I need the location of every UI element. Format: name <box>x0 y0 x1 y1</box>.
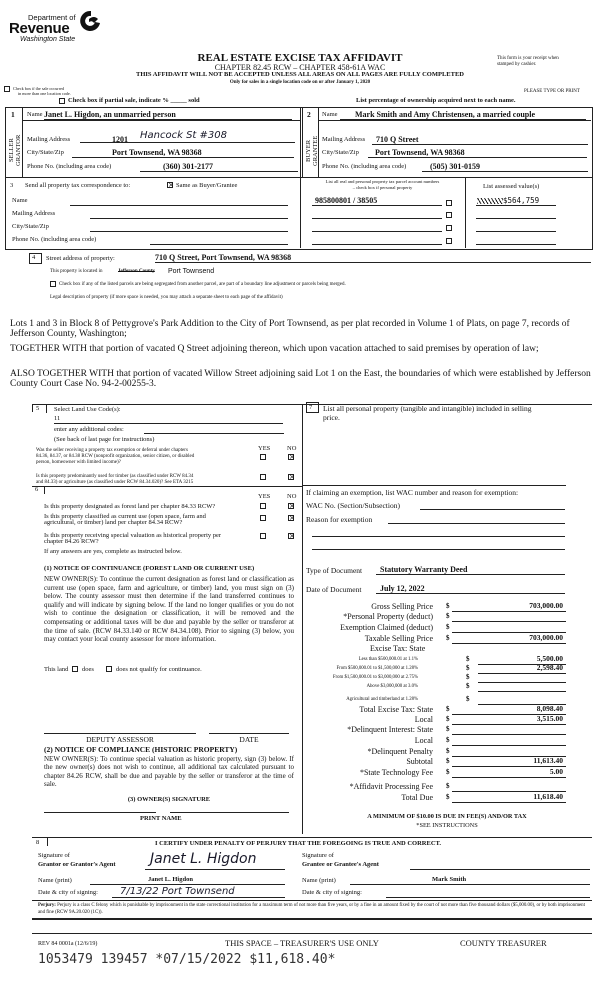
q-exemption: 84.36, 84.37, or 84.38 RCW (nonprofit organization, senior citizen, or disabled <box>36 454 195 459</box>
corr-mailing-label: Mailing Address <box>12 210 56 217</box>
corr-phone-field[interactable] <box>150 244 288 245</box>
dollar-sign: $ <box>466 655 470 663</box>
logo-mark-icon <box>80 9 102 33</box>
tax-row-label: Total Excise Tax: State <box>359 705 433 714</box>
grantee-date-city-field[interactable] <box>386 897 590 898</box>
personal-property-checkbox[interactable] <box>446 212 452 218</box>
tax-row-value: 5.00 <box>549 767 563 776</box>
deputy-date-label: DATE <box>239 735 259 744</box>
grantor-date-city[interactable]: 7/13/22 Port Townsend <box>112 887 285 898</box>
if-yes-note: If any answers are yes, complete as instructed below. <box>44 548 182 555</box>
only-for-line: Only for sales in a single location code on or after January 1, 2020 <box>229 80 371 85</box>
seller-phone[interactable]: (360) 301-2177 <box>140 163 298 172</box>
tax-row-label: *State Technology Fee <box>359 768 433 777</box>
tax-row-field[interactable] <box>452 745 566 746</box>
dollar-sign: $ <box>446 725 450 733</box>
grantee-signature-label: Signature of <box>302 852 334 859</box>
section-number: 2 <box>307 110 311 119</box>
seller-name-label: Name <box>27 111 43 118</box>
perjury-label: Perjury: <box>38 903 56 908</box>
q-exemption-yes[interactable] <box>260 454 266 460</box>
parcel-number[interactable]: 985800801 / 38505 <box>312 197 442 206</box>
corr-phone-label: Phone No. (including area code) <box>12 236 97 243</box>
reason-label: Reason for exemption <box>306 515 373 524</box>
segregated-label: Check box if any of the listed parcels are being segregated from another parcel, are part of a boundary line adjustment or parcels being merged. <box>59 282 346 287</box>
notice-continuance-title: (1) NOTICE OF CONTINUANCE (FOREST LAND OR CURRENT USE) <box>44 565 255 572</box>
assessed-header: List assessed value(s) <box>483 183 540 190</box>
tax-row <box>300 715 600 725</box>
section-number: 5 <box>36 405 40 412</box>
dollar-sign: $ <box>446 747 450 755</box>
no-header: NO <box>287 493 297 500</box>
please-type-note: PLEASE TYPE OR PRINT <box>524 89 580 94</box>
q-forest-no[interactable] <box>288 503 294 509</box>
tax-row-value: 11,613.40 <box>533 756 563 765</box>
grantee-name-print[interactable]: Mark Smith <box>350 877 590 885</box>
deputy-assessor-label: DEPUTY ASSESSOR <box>86 735 154 744</box>
tax-row-label: Exemption Claimed (deduct) <box>340 623 433 632</box>
buyer-phone[interactable]: (505) 301-0159 <box>422 163 588 172</box>
tax-row-value: 703,000.00 <box>529 633 563 642</box>
tax-row-field[interactable] <box>452 621 566 622</box>
wac-field[interactable] <box>420 509 565 510</box>
multi-location-checkbox[interactable] <box>4 86 10 92</box>
grantee-name-print-label: Name (print) <box>302 877 336 884</box>
buyer-name-label: Name <box>322 111 338 118</box>
minimum-note: A MINIMUM OF $10.00 IS DUE IN FEE(S) AND/OR TAX <box>367 813 527 820</box>
form-id: REV 84 0001a (12/6/19) <box>38 941 98 947</box>
warning-line: THIS AFFIDAVIT WILL NOT BE ACCEPTED UNLESS ALL AREAS ON ALL PAGES ARE FULLY COMPLETED <box>136 71 464 78</box>
additional-codes-field[interactable] <box>144 433 284 434</box>
partial-sale-checkbox[interactable] <box>59 98 65 104</box>
deputy-signature-line[interactable] <box>44 733 196 734</box>
seller-city[interactable]: Port Townsend, WA 98368 <box>72 149 294 158</box>
owner-signature-label: (3) OWNER(S) SIGNATURE <box>127 796 211 803</box>
personal-property-checkbox[interactable] <box>446 238 452 244</box>
deputy-date-line[interactable] <box>209 733 289 734</box>
reason-field[interactable] <box>388 523 565 524</box>
buyer-side-label: BUYER GRANTEE <box>305 135 319 166</box>
legal-description-p3: ALSO TOGETHER WITH that portion of vacated Willow Street adjoining said Lot 1 on the East, the boundaries of which were established by Jefferson County Court Case No. 94-2-00255-3. <box>10 369 591 389</box>
logo-line2: Revenue <box>9 20 70 37</box>
doc-date-label: Date of Document <box>306 585 362 594</box>
tax-row-label: *Affidavit Processing Fee <box>349 782 433 791</box>
tax-row <box>300 682 600 692</box>
grantor-signature-label: Grantor or Grantor's Agent <box>38 861 116 868</box>
section-number: 6 <box>35 486 39 493</box>
legal-description-p1: Lots 1 and 3 in Block 8 of Pettygrove's Park Addition to the City of Port Townsend, as per plat recorded in Volume 1 of Plats, on page 7, records of Jefferson County, Washington; <box>10 319 570 339</box>
tax-row-field[interactable] <box>452 643 566 644</box>
does-qualify-checkbox[interactable] <box>72 666 78 672</box>
street-address-label: Street address of property: <box>46 255 115 262</box>
additional-codes-label: enter any additional codes: <box>54 426 124 433</box>
tax-row-label: Total Due <box>401 793 433 802</box>
tax-row-label: Agricultural and timberland at 1.28% <box>346 697 418 702</box>
tax-row-label: *Personal Property (deduct) <box>343 612 433 621</box>
q-timber-no[interactable] <box>288 474 294 480</box>
corr-city-label: City/State/Zip <box>12 223 49 230</box>
q-timber: and 84.33) or agriculture (as classified under RCW 84.34.020)? See ETA 3215 <box>36 480 194 485</box>
tax-row <box>300 782 600 792</box>
personal-property-checkbox[interactable] <box>446 200 452 206</box>
dollar-sign: $ <box>466 673 470 681</box>
buyer-name[interactable]: Mark Smith and Amy Christensen, a married couple <box>340 111 586 120</box>
dollar-sign: $ <box>446 757 450 765</box>
tax-row-value: 8,098.40 <box>536 704 563 713</box>
multi-location-label: in more than one location code. <box>18 91 71 96</box>
q-current-use: Is this property classified as current use (open space, farm and <box>44 513 206 520</box>
dollar-sign: $ <box>446 736 450 744</box>
tax-row-label: Above $3,000,000 at 3.0% <box>366 684 418 689</box>
q-timber: Is this property predominantly used for timber (as classified under RCW 84.34 <box>36 474 194 479</box>
street-address[interactable]: 710 Q Street, Port Townsend, WA 98368 <box>155 254 591 263</box>
legal-description-p2: TOGETHER WITH that portion of vacated Q Street adjoining thereon, which upon vacation attached to said premises by operation of law; <box>10 344 539 354</box>
grantee-signature-label: Grantee or Grantee's Agent <box>302 861 379 868</box>
owner-signature-line[interactable] <box>44 812 156 813</box>
parties-box <box>5 107 593 250</box>
personal-property-checkbox[interactable] <box>446 225 452 231</box>
q-timber-yes[interactable] <box>260 474 266 480</box>
grantee-date-city-label: Date & city of signing: <box>302 889 362 896</box>
cashier-stamp: 1053479 139457 *07/15/2022 $11,618.40* <box>38 952 336 967</box>
buyer-phone-label: Phone No. (including area code) <box>322 163 407 170</box>
dollar-sign: $ <box>446 634 450 642</box>
q-current-use-no[interactable] <box>288 515 294 521</box>
seller-city-label: City/State/Zip <box>27 149 64 156</box>
notice-continuance-body: NEW OWNER(S): To continue the current designation as forest land or classification as current use (open space, farm and agriculture, or timber) land, you must sign on (3) below. The county assessor must then determine if the land transferred continues to qualify and will indicate by signing below. If the land no longer qualifies or you do not wish to continue the designation or classification, it will be removed and the compensating or additional taxes will be due and payable by the seller or transferor at the time of sale. (RCW 84.33.140 or RCW 84.34.108). Prior to signing (3) below, you may contact your local county assessor for more information. <box>44 575 294 644</box>
yes-header: YES <box>258 445 271 452</box>
same-as-buyer-label: Same as Buyer/Grantee <box>176 182 238 189</box>
grantor-signature-line[interactable] <box>145 869 285 870</box>
grantee-signature-line[interactable] <box>410 869 590 870</box>
dollar-sign: $ <box>446 602 450 610</box>
segregated-checkbox[interactable] <box>50 281 56 287</box>
notice-compliance-body: NEW OWNER(S): To continue special valuation as historic property, sign (3) below. If the new owner(s) does not wish to continue, all additional tax calculated pursuant to chapter 84.26 RCW, shall be due and payable by the seller or transferor at the time of sale. <box>44 755 294 788</box>
receipt-note: This form is your receipt when <box>497 56 559 61</box>
tax-row-field[interactable] <box>452 802 566 803</box>
dollar-sign: $ <box>466 664 470 672</box>
same-as-buyer-checkbox[interactable] <box>167 182 173 188</box>
buyer-mailing-label: Mailing Address <box>322 136 366 143</box>
see-instructions-note: *SEE INSTRUCTIONS <box>416 822 478 829</box>
corr-city-field[interactable] <box>90 231 288 232</box>
tax-row-value: 5,500.00 <box>536 654 563 663</box>
tax-row-label: From $1,500,000.01 to $3,000,000 at 2.75% <box>332 675 418 680</box>
perjury-notice <box>38 903 590 916</box>
tax-row-field[interactable] <box>452 734 566 735</box>
section-number: 4 <box>32 254 36 261</box>
tax-row-label: *Delinquent Penalty <box>367 747 433 756</box>
tax-row-value: 703,000.00 <box>529 601 563 610</box>
dollar-sign: $ <box>446 768 450 776</box>
tax-row-label: Taxable Selling Price <box>364 634 433 643</box>
corr-name-field[interactable] <box>70 205 288 206</box>
seller-mailing-label: Mailing Address <box>27 136 71 143</box>
tax-row-field[interactable] <box>452 766 566 767</box>
seller-mailing-field[interactable] <box>80 130 295 144</box>
located-city: Port Townsend <box>168 268 215 275</box>
tax-row-label: Subtotal <box>406 757 433 766</box>
tax-row-label: Gross Selling Price <box>371 602 433 611</box>
q-historic: chapter 84.26 RCW? <box>44 538 99 545</box>
land-use-code[interactable]: 11 <box>54 416 283 424</box>
personal-property-label: List all personal property (tangible and intangible) included in selling <box>323 404 532 413</box>
buyer-mailing[interactable]: 710 Q Street <box>372 136 588 145</box>
county-treasurer-label: COUNTY TREASURER <box>460 938 547 948</box>
doc-date[interactable]: July 12, 2022 <box>376 585 565 594</box>
grantor-date-city-label: Date & city of signing: <box>38 889 98 896</box>
tax-row <box>300 736 600 746</box>
corr-mailing-field[interactable] <box>90 218 288 219</box>
receipt-note: stamped by cashier. <box>497 62 537 67</box>
q-current-use: agricultural, or timber) land per chapter 84.34 RCW? <box>44 519 183 526</box>
seller-mailing-street: Hancock St #308 <box>140 130 227 141</box>
tax-row <box>300 768 600 778</box>
seller-side-label: SELLER GRANTOR <box>8 134 22 167</box>
personal-property-label: price. <box>323 413 340 422</box>
section-number: 8 <box>36 839 40 846</box>
logo-line1: Department of <box>28 13 76 22</box>
seller-mailing-number: 1201 <box>112 135 128 144</box>
owner-print-name-line[interactable] <box>170 812 289 813</box>
tax-row <box>300 623 600 633</box>
assessed-value[interactable]: $564,759 <box>476 197 556 206</box>
tax-row-label: Less than $500,000.01 at 1.1% <box>358 657 418 662</box>
buyer-city-label: City/State/Zip <box>322 149 359 156</box>
section-number: 1 <box>11 110 15 119</box>
partial-sale-label: Check box if partial sale, indicate % _____ sold <box>68 97 200 104</box>
exemption-label: If claiming an exemption, list WAC number and reason for exemption: <box>306 488 519 497</box>
tax-row-field[interactable] <box>452 777 566 778</box>
dollar-sign: $ <box>466 695 470 703</box>
dollar-sign: $ <box>466 682 470 690</box>
q-historic-no[interactable] <box>288 533 294 539</box>
seller-phone-label: Phone No. (including area code) <box>27 163 112 170</box>
tax-row-label: Local <box>414 715 433 724</box>
corr-name-label: Name <box>12 197 28 204</box>
dollar-sign: $ <box>446 612 450 620</box>
q-exemption: person, homeowner with limited income)? <box>36 460 121 465</box>
print-name-label: PRINT NAME <box>140 815 182 822</box>
tax-row <box>300 634 600 644</box>
located-label: This property is located in <box>50 269 103 274</box>
q-current-use-yes[interactable] <box>260 515 266 521</box>
dollar-sign: $ <box>446 793 450 801</box>
tax-row <box>300 612 600 622</box>
no-header: NO <box>287 445 297 452</box>
perjury-text: Perjury is a class C felony which is punishable by imprisonment in the state correctional institution for a maximum term of not more than five years, or by a fine in an amount fixed by the court of not more than five thousand dollars ($5,000.00), or by both imprisonment and fine (RCW 9A.20.020 (1C)). <box>38 903 585 915</box>
ownership-note: List percentage of ownership acquired next to each name. <box>356 97 516 104</box>
tax-row <box>300 793 600 803</box>
tax-row-value: 11,618.40 <box>533 792 563 801</box>
tax-row <box>300 757 600 767</box>
dollar-sign: $ <box>446 715 450 723</box>
buyer-city[interactable]: Port Townsend, WA 98368 <box>368 149 587 158</box>
tax-row-label: *Delinquent Interest: State <box>347 725 433 734</box>
doc-type-label: Type of Document <box>306 566 363 575</box>
notice-compliance-title: (2) NOTICE OF COMPLIANCE (HISTORIC PROPERTY) <box>44 745 238 754</box>
q-historic-yes[interactable] <box>260 533 266 539</box>
grantor-signature: Janet L. Higdon <box>150 851 257 867</box>
q-exemption-no[interactable] <box>288 454 294 460</box>
see-back-note: (See back of last page for instructions) <box>54 436 155 443</box>
seller-name[interactable]: Janet L. Higdon, an unmarried person <box>44 111 292 120</box>
grantor-signature-label: Signature of <box>38 852 70 859</box>
multi-location-label: Check box if the sale occurred <box>13 86 65 91</box>
tax-row-label: From $500,000.01 to $1,500,000 at 1.28% <box>336 666 418 671</box>
section-number: 3 <box>10 182 14 189</box>
dollar-sign: $ <box>446 623 450 631</box>
grantor-name-print-label: Name (print) <box>38 877 72 884</box>
parcel-header: List all real and personal property tax parcel account numbers <box>325 179 440 184</box>
tax-row <box>300 602 600 612</box>
this-land-label: This land <box>44 666 69 673</box>
located-county-struck: Jefferson County <box>118 269 155 274</box>
logo-line3: Washington State <box>20 36 76 43</box>
tax-row-field[interactable] <box>478 691 566 692</box>
tax-row <box>300 725 600 735</box>
q-exemption: Was the seller receiving a property tax exemption or deferral under chapters <box>36 448 188 453</box>
form-title: REAL ESTATE EXCISE TAX AFFIDAVIT <box>197 52 403 64</box>
land-use-label: Select Land Use Code(s): <box>54 406 121 413</box>
yes-header: YES <box>258 493 271 500</box>
dollar-sign: $ <box>446 705 450 713</box>
does-label: does <box>82 666 94 673</box>
chapter-line: CHAPTER 82.45 RCW – CHAPTER 458-61A WAC <box>214 63 386 72</box>
q-historic: Is this property receiving special valuation as historical property per <box>44 532 222 539</box>
does-not-qualify-checkbox[interactable] <box>106 666 112 672</box>
q-forest-yes[interactable] <box>260 503 266 509</box>
q-forest: Is this property designated as forest land per chapter 84.33 RCW? <box>44 503 216 510</box>
tax-row-label: Local <box>414 736 433 745</box>
doc-type[interactable]: Statutory Warranty Deed <box>376 566 565 575</box>
treasurer-use-label: THIS SPACE – TREASURER'S USE ONLY <box>225 938 379 948</box>
parcel-header: – check box if personal property <box>352 185 413 190</box>
tax-row-value: 2,598.40 <box>536 663 563 672</box>
dollar-sign: $ <box>446 782 450 790</box>
wac-label: WAC No. (Section/Subsection) <box>306 501 400 510</box>
legal-description-label: Legal description of property (if more space is needed, you may attach a separate sheet to each page of the affidavit) <box>50 295 283 300</box>
certify-statement: I CERTIFY UNDER PENALTY OF PERJURY THAT THE FOREGOING IS TRUE AND CORRECT. <box>155 840 442 847</box>
section-number: 7 <box>309 404 313 411</box>
correspondence-label: Send all property tax correspondence to: <box>25 182 131 189</box>
excise-tax-label: Excise Tax: State <box>370 644 426 653</box>
tax-row-value: 3,515.00 <box>536 714 563 723</box>
grantor-name-print[interactable]: Janet L. Higdon <box>90 877 285 885</box>
does-not-label: does not qualify for continuance. <box>116 666 202 673</box>
